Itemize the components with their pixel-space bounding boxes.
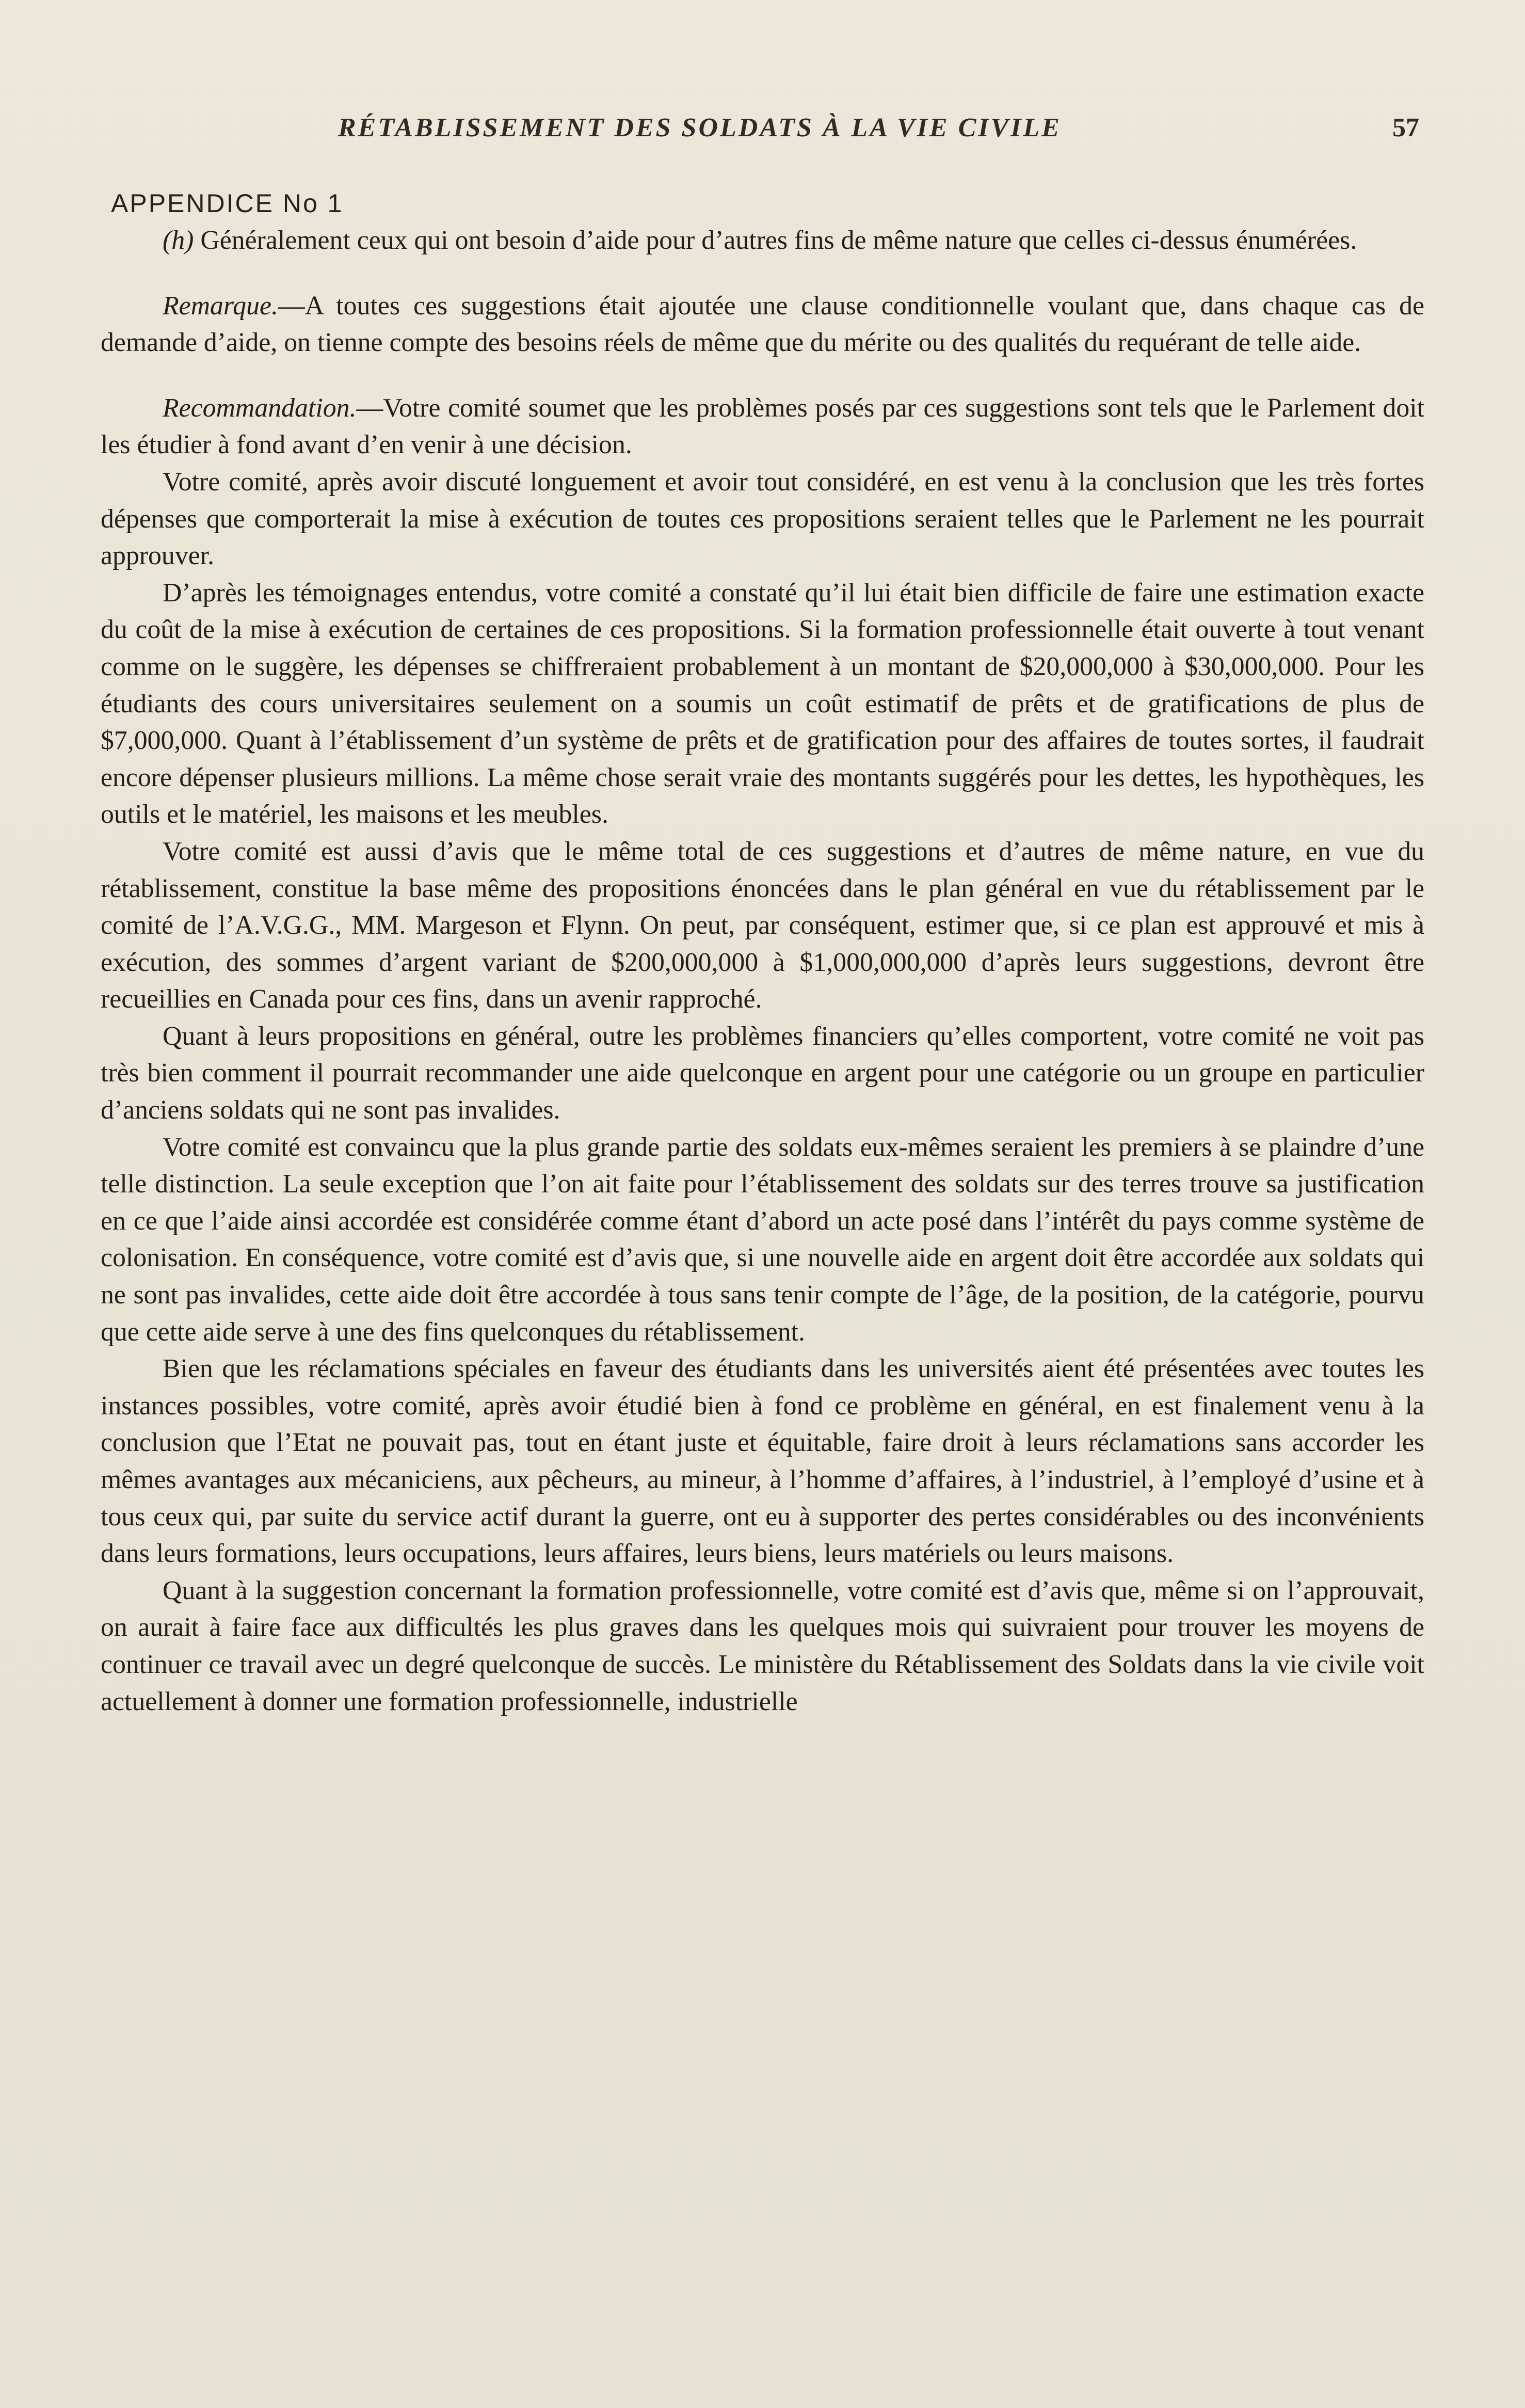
page-header [101,113,1427,149]
recommendation-text: —Votre comité soumet que les problèmes posés par ces suggestions sont tels que le Parlement doit les étudier à fond avant d’en venir à une décision. [101,393,1424,460]
body-paragraph: D’après les témoignages entendus, votre comité a constaté qu’il lui était bien difficile de faire une estimation exacte du coût de la mise à exécution de certaines de ces propositions. Si la formation professionnelle était ouverte à tout venant comme on le suggère, les dépenses se chiffreraient probablement à un montant de $20,000,000 à $30,000,000. Pour les étudiants des cours universitaires seulement on a soumis un coût estimatif de prêts et de gratifications de plus de $7,000,000. Quant à l’établissement d’un système de prêts et de gratification pour des affaires de toutes sortes, il faudrait encore dépenser plusieurs millions. La même chose serait vraie des montants suggérés pour les dettes, les hypothèques, les outils et le matériel, les maisons et les meubles. [101,578,1424,830]
running-head: RÉTABLISSEMENT DES SOLDATS À LA VIE CIVILE [338,113,1062,142]
document-body [101,222,1424,1720]
body-paragraph: Bien que les réclamations spéciales en faveur des étudiants dans les universités aient été présentées avec toutes les instances possibles, votre comité, après avoir étudié bien à fond ce problème en général, en est finalement venu à la conclusion que l’Etat ne pouvait pas, tout en étant juste et équitable, faire droit à leurs réclamations sans accorder les mêmes avantages aux mécaniciens, aux pêcheurs, au mineur, à l’homme d’affaires, à l’industriel, à l’employé d’usine et à tous ceux qui, par suite du service actif durant la guerre, ont eu à supporter des pertes considérables ou des inconvénients dans leurs formations, leurs occupations, leurs affaires, leurs biens, leurs matériels ou leurs maisons. [101,1354,1424,1569]
appendix-label: APPENDICE No 1 [111,189,344,218]
body-paragraph: Quant à leurs propositions en général, outre les problèmes financiers qu’elles comportent, votre comité ne voit pas très bien comment il pourrait recommander une aide quelconque en argent pour une catégorie ou un groupe en particulier d’anciens soldats qui ne sont pas invalides. [101,1021,1424,1125]
recommendation-paragraph [101,390,1424,464]
body-paragraph: Votre comité, après avoir discuté longuement et avoir tout considéré, en est venu à la conclusion que les très fortes dépenses que comporterait la mise à exécution de toutes ces propositions seraient telles que le Parlement ne les pourrait approuver. [101,467,1424,571]
remark-lead: Remarque. [163,291,278,321]
item-h-text: Généralement ceux qui ont besoin d’aide pour d’autres fins de même nature que celles ci-dessus énumérées. [194,226,1357,255]
body-paragraph: Votre comité est aussi d’avis que le même total de ces suggestions et d’autres de même nature, en vue du rétablissement, constitue la base même des propositions énoncées dans le plan général en vue du rétablissement par le comité de l’A.V.G.G., MM. Margeson et Flynn. On peut, par conséquent, estimer que, si ce plan est approuvé et mis à exécution, des sommes d’argent variant de $200,000,000 à $1,000,000,000 d’après leurs suggestions, devront être recueillies en Canada pour ces fins, dans un avenir rapproché. [101,836,1424,1014]
remark-paragraph [101,288,1424,361]
page-number: 57 [1392,113,1419,142]
item-h-lead: (h) [163,226,194,255]
item-h-paragraph [101,222,1424,259]
recommendation-lead: Recommandation. [163,393,357,423]
body-paragraph: Votre comité est convaincu que la plus grande partie des soldats eux-mêmes seraient les premiers à se plaindre d’une telle distinction. La seule exception que l’on ait faite pour l’établissement des soldats sur des terres trouve sa justification en ce que l’aide ainsi accordée est considérée comme étant d’abord un acte posé dans l’intérêt du pays comme système de colonisation. En conséquence, votre comité est d’avis que, si une nouvelle aide en argent doit être accordée aux soldats qui ne sont pas invalides, cette aide doit être accordée à tous sans tenir compte de l’âge, de la position, de la catégorie, pourvu que cette aide serve à une des fins quelconques du rétablissement. [101,1132,1424,1347]
body-paragraph: Quant à la suggestion concernant la formation professionnelle, votre comité est d’avis que, même si on l’approuvait, on aurait à faire face aux difficultés les plus graves dans les quelques mois qui suivraient pour trouver les moyens de continuer ce travail avec un degré quelconque de succès. Le ministère du Rétablissement des Soldats dans la vie civile voit actuellement à donner une formation professionnelle, industrielle [101,1575,1424,1716]
remark-text: —A toutes ces suggestions était ajoutée une clause conditionnelle voulant que, dans chaque cas de demande d’aide, on tienne compte des besoins réels de même que du mérite ou des qualités du requérant de telle aide. [101,291,1424,358]
